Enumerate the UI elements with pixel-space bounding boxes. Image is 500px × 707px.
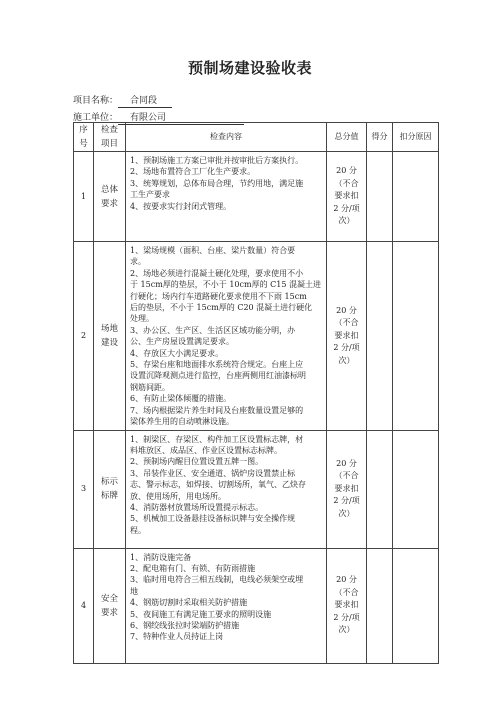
total-line: 要求扣 — [334, 600, 359, 610]
content-line: 1、梁场规模（面积、台座、梁片数量）符合要 — [130, 246, 296, 255]
content-line: 于 15cm厚的垫层，不小于 10cm厚的 C15 混凝土进 — [130, 280, 321, 290]
content-line: 处理。 — [130, 314, 154, 324]
total-line: 要求扣 — [334, 483, 359, 493]
content-line: 钢筋间距。 — [130, 382, 170, 392]
row-seq: 1 — [74, 152, 94, 242]
content-line: 1、消防设施完备 — [130, 552, 192, 562]
row-content — [126, 242, 327, 431]
total-line: 次） — [338, 625, 355, 635]
construction-unit-value: 有限公司 — [118, 113, 244, 125]
total-line: 次） — [338, 355, 355, 365]
page-title: 预制场建设验收表 — [187, 59, 312, 77]
row-total — [327, 242, 367, 431]
total-line: 次） — [338, 216, 355, 226]
content-line: 5、存梁台座和地面排水系统符合规定。台座上应 — [130, 360, 304, 370]
total-line: 2 分/项 — [333, 203, 360, 213]
row-content — [126, 152, 327, 242]
total-line: 次） — [338, 508, 355, 518]
content-line: 1、制梁区、存梁区、构件加工区设置标志牌，材 — [130, 434, 304, 444]
content-line: 4、消防器材放置场所设置提示标志。 — [130, 502, 264, 512]
total-line: 要求扣 — [334, 330, 359, 340]
row-content — [126, 430, 327, 548]
row-seq: 4 — [74, 548, 94, 663]
content-line: 2、配电箱有门、有锁、有防雨措施 — [130, 563, 256, 573]
construction-unit-label: 施工单位： — [73, 113, 119, 123]
total-line: 2 分/项 — [333, 496, 360, 506]
total-line: 20 分 — [336, 575, 357, 585]
content-line: 梁体养生用的自动喷淋设施。 — [130, 417, 234, 427]
row-item: 场地建设 — [94, 242, 126, 431]
total-line: 要求扣 — [334, 191, 359, 201]
total-line: （不合 — [334, 318, 359, 327]
table-row — [74, 152, 439, 242]
table-row — [74, 548, 439, 663]
row-seq: 3 — [74, 430, 94, 548]
row-content — [126, 548, 327, 663]
content-line: 程。 — [130, 525, 146, 535]
row-reason-cell[interactable] — [393, 548, 439, 663]
content-line: 志、警示标志，如焊接、切割场所，氧气、乙炔存 — [130, 480, 306, 490]
content-line: 2、预制场内醒目位置设置五牌一图。 — [130, 457, 264, 467]
row-reason-cell[interactable] — [393, 242, 439, 431]
row-total — [327, 430, 367, 548]
content-line: 放、使用场所，用电场所。 — [130, 491, 226, 501]
header-item: 检查项目 — [94, 123, 126, 152]
content-line: 求。 — [130, 257, 146, 267]
row-item: 总体要求 — [94, 152, 126, 242]
content-line: 3、吊装作业区、安全通道、锅炉房设置禁止标 — [130, 468, 296, 478]
header-seq: 序号 — [74, 123, 94, 152]
project-name-value: 合同段 — [118, 96, 172, 108]
acceptance-table — [73, 122, 439, 664]
total-line: 20 分 — [336, 166, 357, 176]
total-line: 20 分 — [336, 458, 357, 468]
content-line: 5、夜间施工有满足施工要求的照明设施 — [130, 609, 272, 619]
table-row — [74, 242, 439, 431]
content-line: 1、预制场施工方案已审批并按审批后方案执行。 — [130, 156, 304, 165]
table-row — [74, 430, 439, 548]
header-content: 检查内容 — [126, 123, 327, 152]
table-header-row — [74, 123, 439, 152]
row-reason-cell[interactable] — [393, 430, 439, 548]
row-item: 标示标牌 — [94, 430, 126, 548]
row-score-cell[interactable] — [367, 430, 393, 548]
row-seq: 2 — [74, 242, 94, 431]
header-score: 得分 — [367, 123, 393, 152]
content-line: 后的垫层，不小于 15cm厚的 C20 混凝土进行硬化 — [130, 303, 313, 313]
content-line: 7、特种作业人员持证上岗 — [130, 632, 224, 642]
row-score-cell[interactable] — [367, 242, 393, 431]
row-score-cell[interactable] — [367, 548, 393, 663]
total-line: （不合 — [334, 471, 359, 481]
content-line: 4、按要求实行封闭式管理。 — [130, 201, 232, 211]
content-line: 地 — [130, 586, 138, 596]
total-line: （不合 — [334, 587, 359, 597]
header-reason: 扣分原因 — [393, 123, 439, 152]
project-name-label: 项目名称： — [73, 96, 119, 106]
content-line: 5、机械加工设备悬挂设备标识牌与安全操作规 — [130, 514, 296, 524]
total-line: 2 分/项 — [333, 612, 360, 622]
content-line: 行硬化；场内行车道路硬化要求使用不下雨 15cm — [130, 291, 307, 301]
content-line: 3、统筹规划，总体布局合理，节约用地，满足施 — [130, 178, 304, 188]
row-total — [327, 152, 367, 242]
row-item: 安全要求 — [94, 548, 126, 663]
content-line: 6、有防止梁体倾覆的措施。 — [130, 394, 232, 404]
content-line: 6、钢绞线张拉时梁端防护措施 — [130, 620, 240, 630]
content-line: 3、临时用电符合三相五线制，电线必须架空或埋 — [130, 575, 304, 585]
header-total: 总分值 — [327, 123, 367, 152]
content-line: 公、生产房屋设置满足要求。 — [130, 337, 234, 347]
total-line: 2 分/项 — [333, 343, 360, 352]
total-line: （不合 — [334, 178, 359, 188]
row-reason-cell[interactable] — [393, 152, 439, 242]
content-line: 4、钢筋切割时采取相关防护措施 — [130, 598, 248, 608]
total-line: 20 分 — [336, 305, 357, 315]
content-line: 2、场地布置符合工厂化生产要求。 — [130, 167, 256, 177]
content-line: 设置沉降观测点进行监控，台座两侧用红油漆标明 — [130, 371, 306, 381]
project-name-row — [73, 93, 172, 108]
row-score-cell[interactable] — [367, 152, 393, 242]
content-line: 工生产要求 — [130, 190, 170, 200]
row-total — [327, 548, 367, 663]
content-line: 7、场内根据梁片养生时间及台座数量设置足够的 — [130, 405, 304, 415]
content-line: 4、存放区大小满足要求。 — [130, 348, 224, 358]
content-line: 2、场地必须进行混凝土硬化处理，要求使用不小 — [130, 268, 304, 278]
content-line: 料堆放区、成品区、作业区设置标志标牌。 — [130, 445, 282, 455]
content-line: 3、办公区、生产区、生活区区域功能分明，办 — [130, 325, 296, 335]
